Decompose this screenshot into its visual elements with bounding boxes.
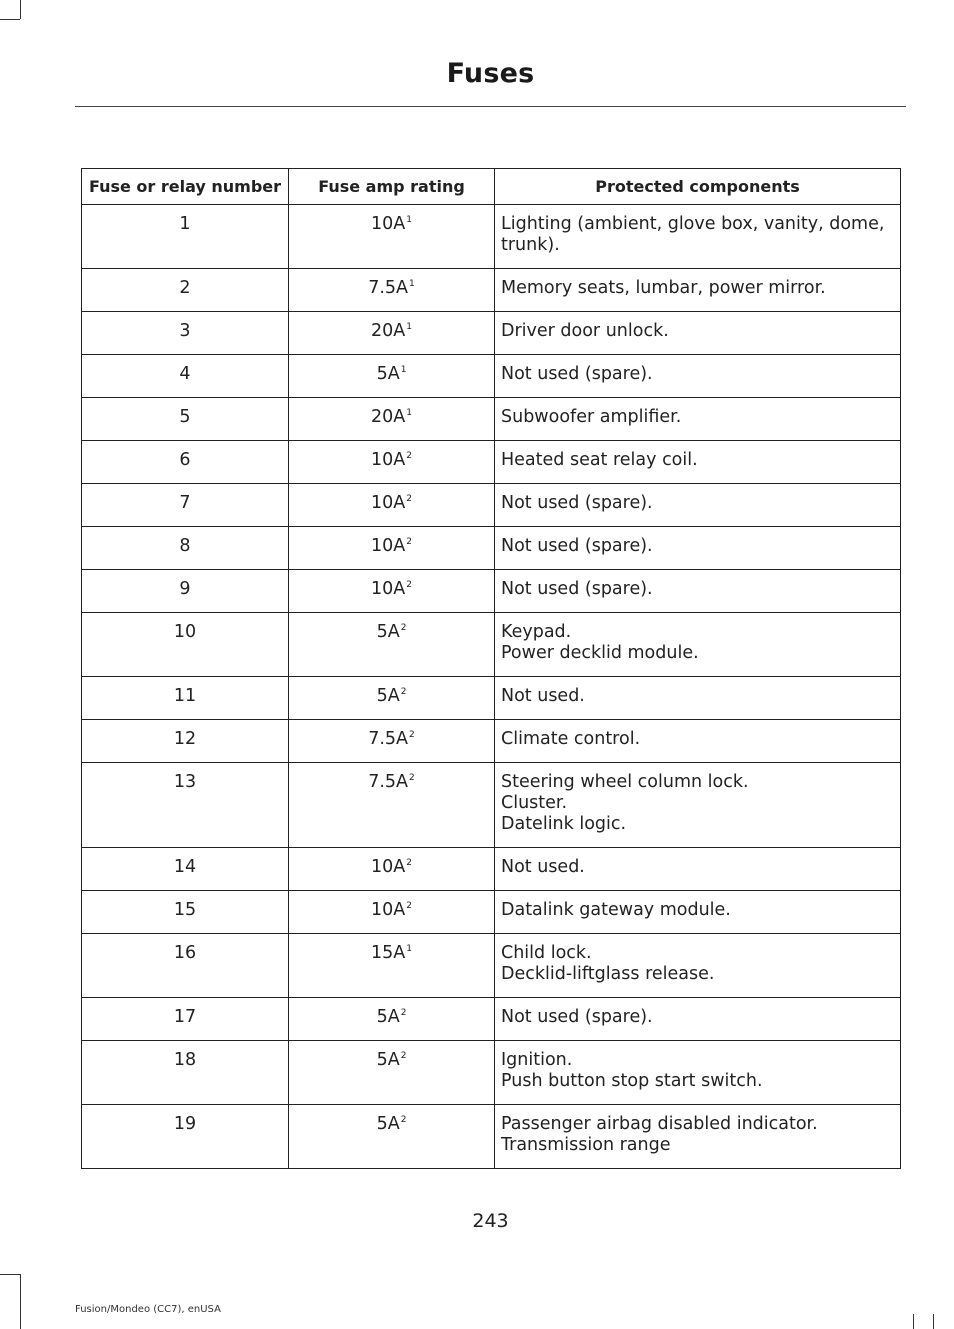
table-row bbox=[82, 312, 901, 355]
amp-rating-value: 10A bbox=[371, 536, 406, 556]
fuse-number-cell: 14 bbox=[82, 848, 289, 891]
table-row bbox=[82, 891, 901, 934]
footnote-marker: 2 bbox=[400, 1008, 407, 1018]
fuse-number-cell: 13 bbox=[82, 763, 289, 848]
footnote-marker: 2 bbox=[406, 901, 412, 911]
footnote-marker: 2 bbox=[409, 773, 415, 783]
amp-rating-value: 20A bbox=[371, 321, 406, 341]
fuse-number-cell: 19 bbox=[82, 1105, 289, 1169]
fuse-number-cell: 16 bbox=[82, 934, 289, 998]
table-row bbox=[82, 398, 901, 441]
amp-rating-value: 5A bbox=[376, 1114, 400, 1134]
fuse-number-cell: 18 bbox=[82, 1041, 289, 1105]
page-title: Fuses bbox=[446, 58, 535, 89]
protected-components-cell bbox=[495, 441, 901, 484]
protected-components-cell bbox=[495, 934, 901, 998]
crop-mark-top-left-h bbox=[0, 19, 20, 20]
amp-rating-value: 20A bbox=[371, 407, 406, 427]
header-amp-rating: Fuse amp rating bbox=[289, 169, 495, 205]
component-line: Not used (spare). bbox=[501, 579, 653, 599]
table-row bbox=[82, 848, 901, 891]
footnote-marker: 2 bbox=[406, 494, 412, 504]
header-protected-components: Protected components bbox=[495, 169, 901, 205]
fuse-number-cell: 1 bbox=[82, 205, 289, 269]
amp-rating-cell bbox=[289, 398, 495, 441]
table-row bbox=[82, 205, 901, 269]
component-line: Passenger airbag disabled indicator. bbox=[501, 1114, 818, 1134]
table-row bbox=[82, 998, 901, 1041]
amp-rating-cell bbox=[289, 269, 495, 312]
component-line: Subwoofer amplifier. bbox=[501, 407, 682, 427]
amp-rating-value: 10A bbox=[371, 857, 406, 877]
component-line: Driver door unlock. bbox=[501, 321, 669, 341]
amp-rating-cell bbox=[289, 677, 495, 720]
component-line: Not used (spare). bbox=[501, 536, 653, 556]
fuse-number-cell: 3 bbox=[82, 312, 289, 355]
amp-rating-value: 5A bbox=[376, 622, 400, 642]
crop-mark-bottom-left-v bbox=[20, 1274, 21, 1329]
table-row bbox=[82, 613, 901, 677]
amp-rating-cell bbox=[289, 934, 495, 998]
protected-components-cell bbox=[495, 484, 901, 527]
amp-rating-cell bbox=[289, 355, 495, 398]
table-row bbox=[82, 1105, 901, 1169]
amp-rating-value: 5A bbox=[376, 1050, 400, 1070]
component-line: Child lock. bbox=[501, 943, 592, 963]
amp-rating-value: 5A bbox=[376, 686, 400, 706]
amp-rating-value: 15A bbox=[371, 943, 406, 963]
protected-components-cell bbox=[495, 1105, 901, 1169]
footnote-marker: 2 bbox=[400, 1051, 407, 1061]
footnote-marker: 2 bbox=[406, 580, 412, 590]
amp-rating-value: 10A bbox=[371, 214, 406, 234]
amp-rating-cell bbox=[289, 891, 495, 934]
protected-components-cell bbox=[495, 570, 901, 613]
amp-rating-cell bbox=[289, 1041, 495, 1105]
fuse-number-cell: 17 bbox=[82, 998, 289, 1041]
component-line: Memory seats, lumbar, power mirror. bbox=[501, 278, 826, 298]
footnote-marker: 1 bbox=[406, 215, 412, 225]
component-line: Keypad. bbox=[501, 622, 572, 642]
footnote-marker: 1 bbox=[406, 408, 412, 418]
crop-mark-bottom-right-v1 bbox=[933, 1314, 934, 1329]
protected-components-cell bbox=[495, 998, 901, 1041]
amp-rating-cell bbox=[289, 484, 495, 527]
table-row bbox=[82, 441, 901, 484]
footnote-marker: 2 bbox=[400, 1115, 407, 1125]
fuse-number-cell: 15 bbox=[82, 891, 289, 934]
amp-rating-value: 5A bbox=[376, 1007, 400, 1027]
crop-mark-top-left-v bbox=[20, 0, 21, 19]
fuse-number-cell: 11 bbox=[82, 677, 289, 720]
table-header-row bbox=[82, 169, 901, 205]
fuse-number-cell: 4 bbox=[82, 355, 289, 398]
fuse-number-cell: 12 bbox=[82, 720, 289, 763]
footnote-marker: 2 bbox=[406, 537, 412, 547]
amp-rating-cell bbox=[289, 441, 495, 484]
amp-rating-cell bbox=[289, 763, 495, 848]
fuse-table bbox=[81, 168, 901, 1169]
footnote-marker: 1 bbox=[406, 944, 412, 954]
component-line: Power decklid module. bbox=[501, 643, 699, 663]
table-row bbox=[82, 570, 901, 613]
fuse-number-cell: 7 bbox=[82, 484, 289, 527]
table-row bbox=[82, 269, 901, 312]
protected-components-cell bbox=[495, 1041, 901, 1105]
fuse-table-body bbox=[82, 205, 901, 1169]
footnote-marker: 2 bbox=[409, 730, 415, 740]
footnote-marker: 2 bbox=[400, 623, 407, 633]
component-line: Climate control. bbox=[501, 729, 641, 749]
component-line: Not used (spare). bbox=[501, 1007, 653, 1027]
table-row bbox=[82, 720, 901, 763]
amp-rating-cell bbox=[289, 570, 495, 613]
title-divider bbox=[75, 106, 906, 107]
footnote-marker: 1 bbox=[400, 365, 407, 375]
amp-rating-value: 5A bbox=[376, 364, 400, 384]
component-line: Lighting (ambient, glove box, vanity, dome, trunk). bbox=[501, 214, 885, 255]
amp-rating-cell bbox=[289, 998, 495, 1041]
protected-components-cell bbox=[495, 891, 901, 934]
amp-rating-cell bbox=[289, 613, 495, 677]
fuse-number-cell: 8 bbox=[82, 527, 289, 570]
component-line: Heated seat relay coil. bbox=[501, 450, 698, 470]
table-row bbox=[82, 484, 901, 527]
component-line: Transmission range bbox=[501, 1135, 671, 1155]
component-line: Not used (spare). bbox=[501, 364, 653, 384]
footnote-marker: 1 bbox=[409, 279, 415, 289]
amp-rating-value: 7.5A bbox=[368, 772, 409, 792]
protected-components-cell bbox=[495, 312, 901, 355]
protected-components-cell bbox=[495, 677, 901, 720]
header-fuse-number: Fuse or relay number bbox=[82, 169, 289, 205]
component-line: Datalink gateway module. bbox=[501, 900, 731, 920]
protected-components-cell bbox=[495, 527, 901, 570]
component-line: Datelink logic. bbox=[501, 814, 627, 834]
amp-rating-cell bbox=[289, 848, 495, 891]
fuse-number-cell: 10 bbox=[82, 613, 289, 677]
protected-components-cell bbox=[495, 205, 901, 269]
crop-mark-bottom-left-h bbox=[0, 1274, 20, 1275]
component-line: Cluster. bbox=[501, 793, 568, 813]
table-row bbox=[82, 1041, 901, 1105]
component-line: Push button stop start switch. bbox=[501, 1071, 763, 1091]
component-line: Not used. bbox=[501, 857, 585, 877]
fuse-number-cell: 2 bbox=[82, 269, 289, 312]
component-line: Not used (spare). bbox=[501, 493, 653, 513]
fuse-number-cell: 9 bbox=[82, 570, 289, 613]
table-row bbox=[82, 677, 901, 720]
table-row bbox=[82, 355, 901, 398]
protected-components-cell bbox=[495, 763, 901, 848]
footnote-marker: 2 bbox=[400, 687, 407, 697]
protected-components-cell bbox=[495, 613, 901, 677]
component-line: Not used. bbox=[501, 686, 585, 706]
crop-mark-bottom-right-v2 bbox=[913, 1314, 914, 1329]
component-line: Ignition. bbox=[501, 1050, 573, 1070]
amp-rating-cell bbox=[289, 312, 495, 355]
footnote-marker: 2 bbox=[406, 451, 412, 461]
amp-rating-value: 7.5A bbox=[368, 729, 409, 749]
fuse-number-cell: 6 bbox=[82, 441, 289, 484]
page-number: 243 bbox=[472, 1210, 509, 1232]
amp-rating-value: 10A bbox=[371, 579, 406, 599]
component-line: Steering wheel column lock. bbox=[501, 772, 749, 792]
amp-rating-value: 10A bbox=[371, 450, 406, 470]
amp-rating-cell bbox=[289, 720, 495, 763]
component-line: Decklid-liftglass release. bbox=[501, 964, 715, 984]
fuse-number-cell: 5 bbox=[82, 398, 289, 441]
protected-components-cell bbox=[495, 355, 901, 398]
footer-document-id: Fusion/Mondeo (CC7), enUSA bbox=[75, 1304, 221, 1315]
table-row bbox=[82, 934, 901, 998]
amp-rating-cell bbox=[289, 1105, 495, 1169]
amp-rating-value: 10A bbox=[371, 493, 406, 513]
protected-components-cell bbox=[495, 848, 901, 891]
protected-components-cell bbox=[495, 269, 901, 312]
footnote-marker: 2 bbox=[406, 858, 412, 868]
table-row bbox=[82, 763, 901, 848]
amp-rating-cell bbox=[289, 527, 495, 570]
amp-rating-value: 7.5A bbox=[368, 278, 409, 298]
amp-rating-value: 10A bbox=[371, 900, 406, 920]
amp-rating-cell bbox=[289, 205, 495, 269]
footnote-marker: 1 bbox=[406, 322, 412, 332]
table-row bbox=[82, 527, 901, 570]
protected-components-cell bbox=[495, 398, 901, 441]
protected-components-cell bbox=[495, 720, 901, 763]
